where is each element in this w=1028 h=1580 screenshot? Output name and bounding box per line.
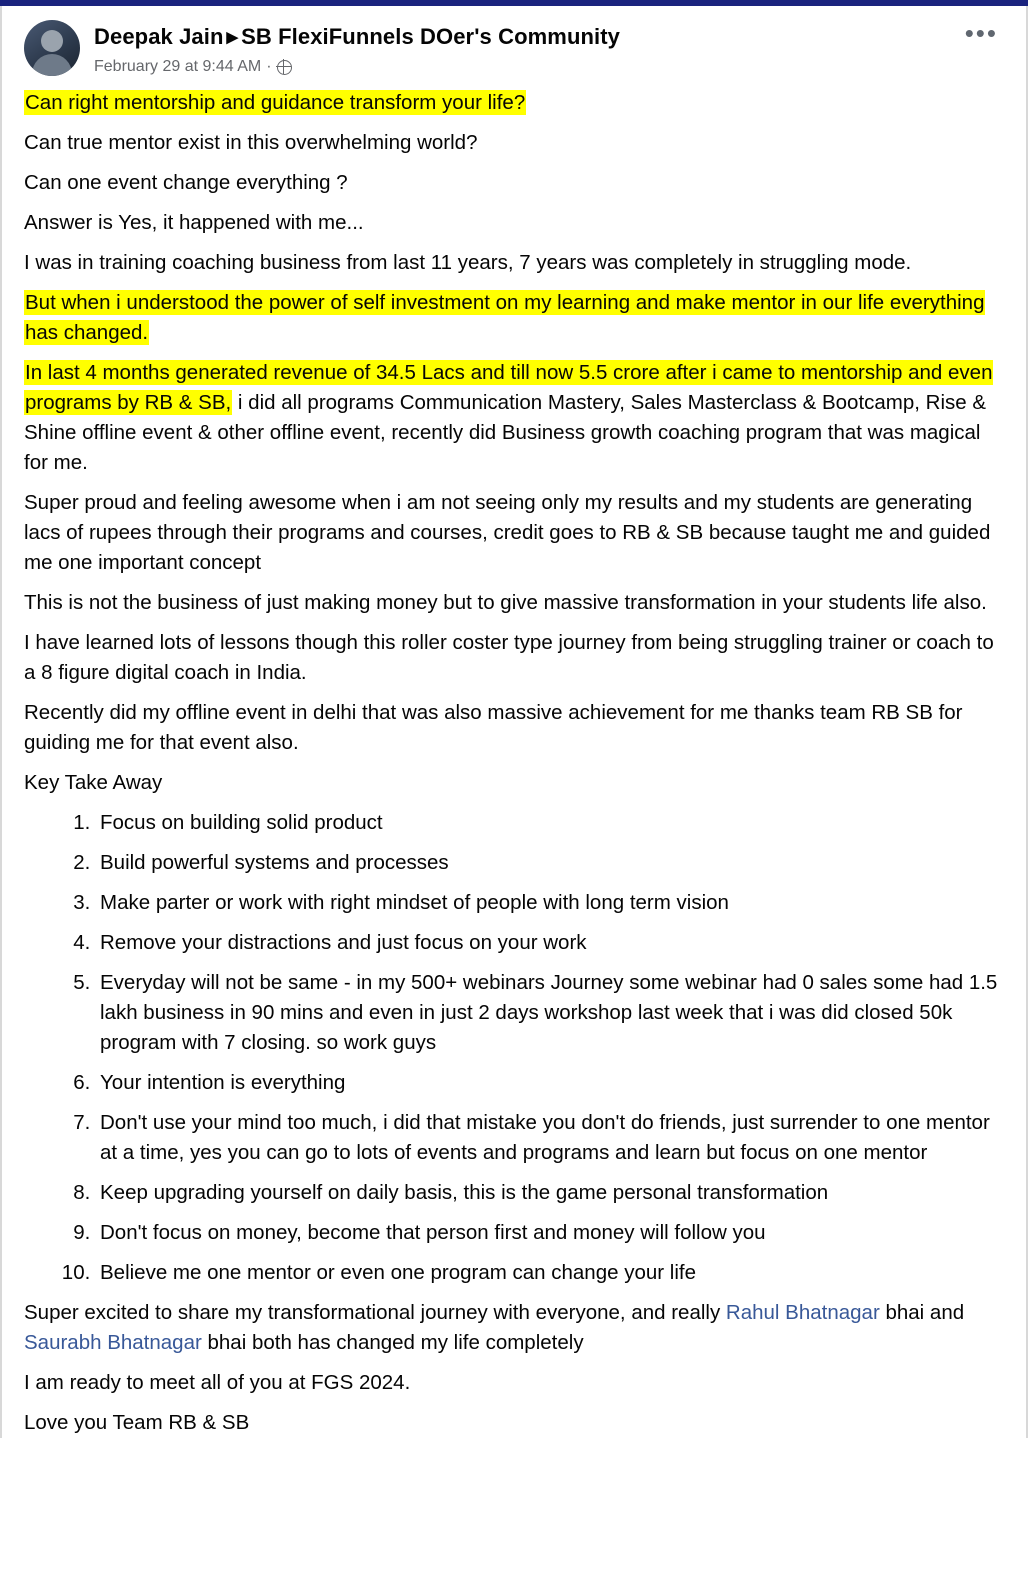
closing-text-part3: bhai both has changed my life completely: [201, 1331, 584, 1354]
post-body: [24, 82, 1004, 1438]
post-paragraph: Super proud and feeling awesome when i am not seeing only my results and my students are generating lacs of rupees through their programs and courses, credit goes to RB & SB because taught me and guided me one important concept: [24, 491, 991, 574]
post-meta-line: [94, 56, 620, 78]
post-paragraph: Can one event change everything ?: [24, 171, 348, 194]
key-takeaway-heading: Key Take Away: [24, 771, 163, 794]
post-header: [24, 6, 1004, 82]
highlighted-text: But when i understood the power of self investment on my learning and make mentor in our life everything has changed.: [25, 291, 985, 344]
list-item: 9. Don't focus on money, become that person first and money will follow you: [96, 1218, 1004, 1248]
list-item: 7. Don't use your mind too much, i did that mistake you don't do friends, just surrender to one mentor at a time, yes you can go to lots of events and programs and learn but focus on one mentor: [96, 1108, 1004, 1168]
post-container: [0, 6, 1028, 1438]
arrow-icon: ▶: [226, 29, 239, 46]
post-paragraph: [24, 288, 1004, 348]
key-takeaway-list: [24, 808, 1004, 1288]
closing-text-part2: bhai and: [879, 1301, 965, 1324]
post-header-text: [94, 20, 620, 78]
post-paragraph: I was in training coaching business from last 11 years, 7 years was completely in struggling mode.: [24, 251, 912, 274]
mention-saurabh-bhatnagar[interactable]: Saurabh Bhatnagar: [24, 1331, 202, 1354]
post-more-options-button[interactable]: •••: [964, 18, 998, 48]
group-name[interactable]: SB FlexiFunnels DOer's Community: [241, 24, 620, 49]
post-paragraph: This is not the business of just making money but to give massive transformation in your students life also.: [24, 591, 987, 614]
post-paragraph: Recently did my offline event in delhi that was also massive achievement for me thanks team RB SB for guiding me for that event also.: [24, 701, 963, 754]
highlighted-text: In last 4 months generated revenue of 34.5 Lacs and till now 5.5 crore after i came to mentorship and even programs by RB & SB,: [25, 361, 993, 414]
mention-rahul-bhatnagar[interactable]: Rahul Bhatnagar: [725, 1301, 880, 1324]
avatar[interactable]: [24, 20, 80, 76]
list-item: 1. Focus on building solid product: [96, 808, 1004, 838]
author-name[interactable]: Deepak Jain: [94, 24, 224, 49]
list-item: 3. Make parter or work with right mindset of people with long term vision: [96, 888, 1004, 918]
list-item: 5. Everyday will not be same - in my 500+ webinars Journey some webinar had 0 sales some had 1.5 lakh business in 90 mins and even in just 2 days workshop last week that i was did closed 50k program with 7 closing. so work guys: [96, 968, 1004, 1058]
list-item: 4. Remove your distractions and just focus on your work: [96, 928, 1004, 958]
post-timestamp[interactable]: February 29 at 9:44 AM: [94, 58, 262, 75]
post-paragraph: I have learned lots of lessons though this roller coster type journey from being struggling trainer or coach to a 8 figure digital coach in India.: [24, 631, 994, 684]
post-paragraph: I am ready to meet all of you at FGS 2024.: [24, 1371, 411, 1394]
globe-icon: [277, 60, 292, 75]
post-paragraph: Love you Team RB & SB: [24, 1411, 250, 1434]
post-paragraph: Can true mentor exist in this overwhelming world?: [24, 131, 478, 154]
closing-text-part1: Super excited to share my transformational journey with everyone, and really: [24, 1301, 726, 1324]
highlighted-text: Can right mentorship and guidance transform your life?: [25, 91, 526, 114]
meta-separator: ·: [266, 58, 272, 75]
post-closing-paragraph: [24, 1298, 1004, 1358]
post-paragraph: Answer is Yes, it happened with me...: [24, 211, 364, 234]
post-paragraph: [24, 88, 1004, 118]
list-item: 6. Your intention is everything: [96, 1068, 1004, 1098]
post-author-line: [94, 24, 620, 51]
paragraph-tail: i did all programs Communication Mastery, Sales Masterclass & Bootcamp, Rise & Shine offline event & other offline event, recently did Business growth coaching program that was magical for me.: [24, 391, 987, 474]
post-paragraph: [24, 358, 1004, 478]
list-item: 8. Keep upgrading yourself on daily basis, this is the game personal transformation: [96, 1178, 1004, 1208]
list-item: 2. Build powerful systems and processes: [96, 848, 1004, 878]
list-item: 10. Believe me one mentor or even one program can change your life: [96, 1258, 1004, 1288]
